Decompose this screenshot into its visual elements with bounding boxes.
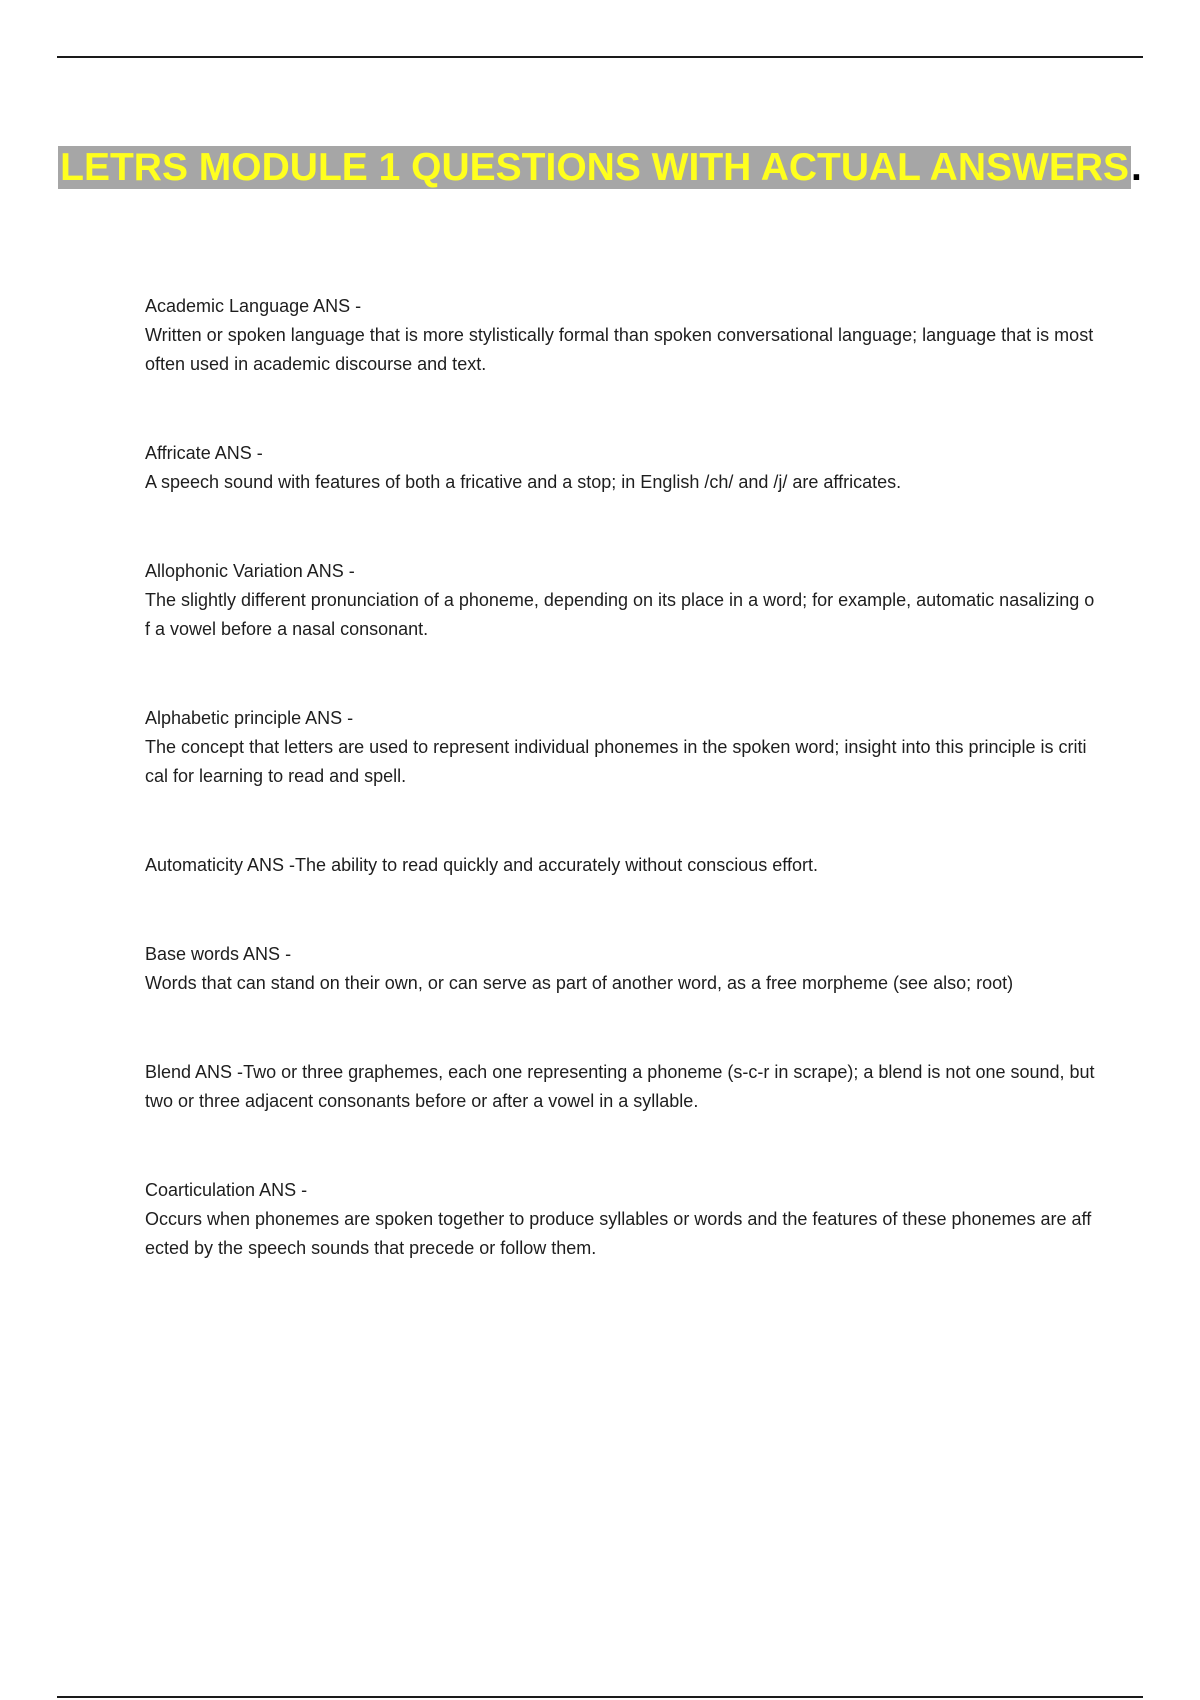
glossary-term: Automaticity ANS - [145,855,296,875]
document-title-period: . [1131,146,1142,189]
top-rule [57,56,1143,58]
bottom-rule [57,1696,1143,1698]
glossary-definition: A speech sound with features of both a fricative and a stop; in English /ch/ and /j/ are affricates. [145,472,902,492]
glossary-term: Blend ANS - [145,1062,244,1082]
glossary-term: Academic Language ANS - [145,296,362,316]
glossary-definition: Occurs when phonemes are spoken together to produce syllables or words and the features of these phonemes are affected by the speech sounds that precede or follow them. [145,1209,1092,1258]
glossary-entry [145,557,1095,644]
glossary-term: Allophonic Variation ANS - [145,561,355,581]
glossary-definition: The concept that letters are used to represent individual phonemes in the spoken word; insight into this principle is critical for learning to read and spell. [145,737,1087,786]
glossary-term: Base words ANS - [145,944,292,964]
glossary-entry [145,439,1095,497]
glossary-definition: The ability to read quickly and accurately without conscious effort. [295,855,818,875]
glossary-entry [145,1176,1095,1263]
glossary-entry [145,704,1095,791]
glossary-definition: Written or spoken language that is more stylistically formal than spoken conversational language; language that is most often used in academic discourse and text. [145,325,1094,374]
glossary-entry [145,851,1095,880]
glossary-list [145,292,1095,1323]
glossary-term: Affricate ANS - [145,443,263,463]
glossary-term: Alphabetic principle ANS - [145,708,354,728]
glossary-definition: Two or three graphemes, each one representing a phoneme (s-c-r in scrape); a blend is not one sound, but two or three adjacent consonants before or after a vowel in a syllable. [145,1062,1095,1111]
document-title [0,140,1200,196]
glossary-definition: Words that can stand on their own, or can serve as part of another word, as a free morpheme (see also; root) [145,973,1014,993]
glossary-definition: The slightly different pronunciation of a phoneme, depending on its place in a word; for example, automatic nasalizing of a vowel before a nasal consonant. [145,590,1095,639]
glossary-entry [145,292,1095,379]
document-title-highlighted: LETRS MODULE 1 QUESTIONS WITH ACTUAL ANSWERS [60,146,1130,189]
glossary-entry [145,1058,1095,1116]
glossary-entry [145,940,1095,998]
glossary-term: Coarticulation ANS - [145,1180,308,1200]
